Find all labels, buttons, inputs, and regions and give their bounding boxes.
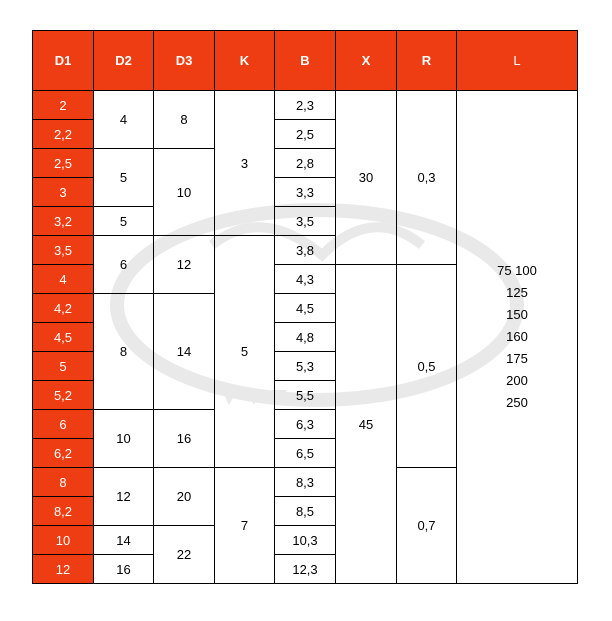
l-value: 75 100 [497,263,537,278]
header-row [33,31,578,91]
d1-cell: 2,5 [33,149,94,178]
d3-cell: 12 [154,236,215,294]
l-value: 160 [506,329,528,344]
header-d1: D1 [33,31,94,91]
b-cell: 5,5 [275,381,336,410]
b-cell: 2,3 [275,91,336,120]
d1-cell: 4,2 [33,294,94,323]
l-value: 125 [506,285,528,300]
d3-cell: 10 [154,149,215,236]
b-cell: 2,5 [275,120,336,149]
b-cell: 12,3 [275,555,336,584]
d3-cell: 20 [154,468,215,526]
d2-cell: 14 [94,526,154,555]
d1-cell: 3,2 [33,207,94,236]
d1-cell: 2,2 [33,120,94,149]
d1-cell: 5,2 [33,381,94,410]
l-value: 175 [506,351,528,366]
d2-cell: 12 [94,468,154,526]
b-cell: 8,3 [275,468,336,497]
d1-cell: 10 [33,526,94,555]
table-row [33,91,578,120]
k-cell: 3 [215,91,275,236]
b-cell: 10,3 [275,526,336,555]
d2-cell: 5 [94,149,154,207]
header-d3: D3 [154,31,215,91]
d1-cell: 2 [33,91,94,120]
d3-cell: 8 [154,91,215,149]
b-cell: 3,5 [275,207,336,236]
d1-cell: 6 [33,410,94,439]
b-cell: 5,3 [275,352,336,381]
d2-cell: 8 [94,294,154,410]
d1-cell: 12 [33,555,94,584]
d3-cell: 14 [154,294,215,410]
header-b: B [275,31,336,91]
b-cell: 2,8 [275,149,336,178]
d2-cell: 16 [94,555,154,584]
header-k: K [215,31,275,91]
d1-cell: 4,5 [33,323,94,352]
d2-cell: 4 [94,91,154,149]
b-cell: 3,3 [275,178,336,207]
d1-cell: 4 [33,265,94,294]
d3-cell: 22 [154,526,215,584]
b-cell: 4,3 [275,265,336,294]
l-value: 200 [506,373,528,388]
b-cell: 6,5 [275,439,336,468]
x-cell: 45 [336,265,397,584]
r-cell: 0,3 [397,91,457,265]
r-cell: 0,7 [397,468,457,584]
header-d2: D2 [94,31,154,91]
d2-cell: 10 [94,410,154,468]
d1-cell: 8,2 [33,497,94,526]
d1-cell: 5 [33,352,94,381]
b-cell: 4,5 [275,294,336,323]
spec-table [32,30,578,584]
k-cell: 5 [215,236,275,468]
header-l: L [457,31,578,91]
l-cell [457,91,578,584]
b-cell: 8,5 [275,497,336,526]
d1-cell: 6,2 [33,439,94,468]
b-cell: 6,3 [275,410,336,439]
b-cell: 3,8 [275,236,336,265]
d2-cell: 6 [94,236,154,294]
d1-cell: 8 [33,468,94,497]
l-value: 250 [506,395,528,410]
k-cell: 7 [215,468,275,584]
d1-cell: 3,5 [33,236,94,265]
d3-cell: 16 [154,410,215,468]
header-x: X [336,31,397,91]
d2-cell: 5 [94,207,154,236]
x-cell: 30 [336,91,397,265]
d1-cell: 3 [33,178,94,207]
b-cell: 4,8 [275,323,336,352]
l-value: 150 [506,307,528,322]
header-r: R [397,31,457,91]
r-cell: 0,5 [397,265,457,468]
